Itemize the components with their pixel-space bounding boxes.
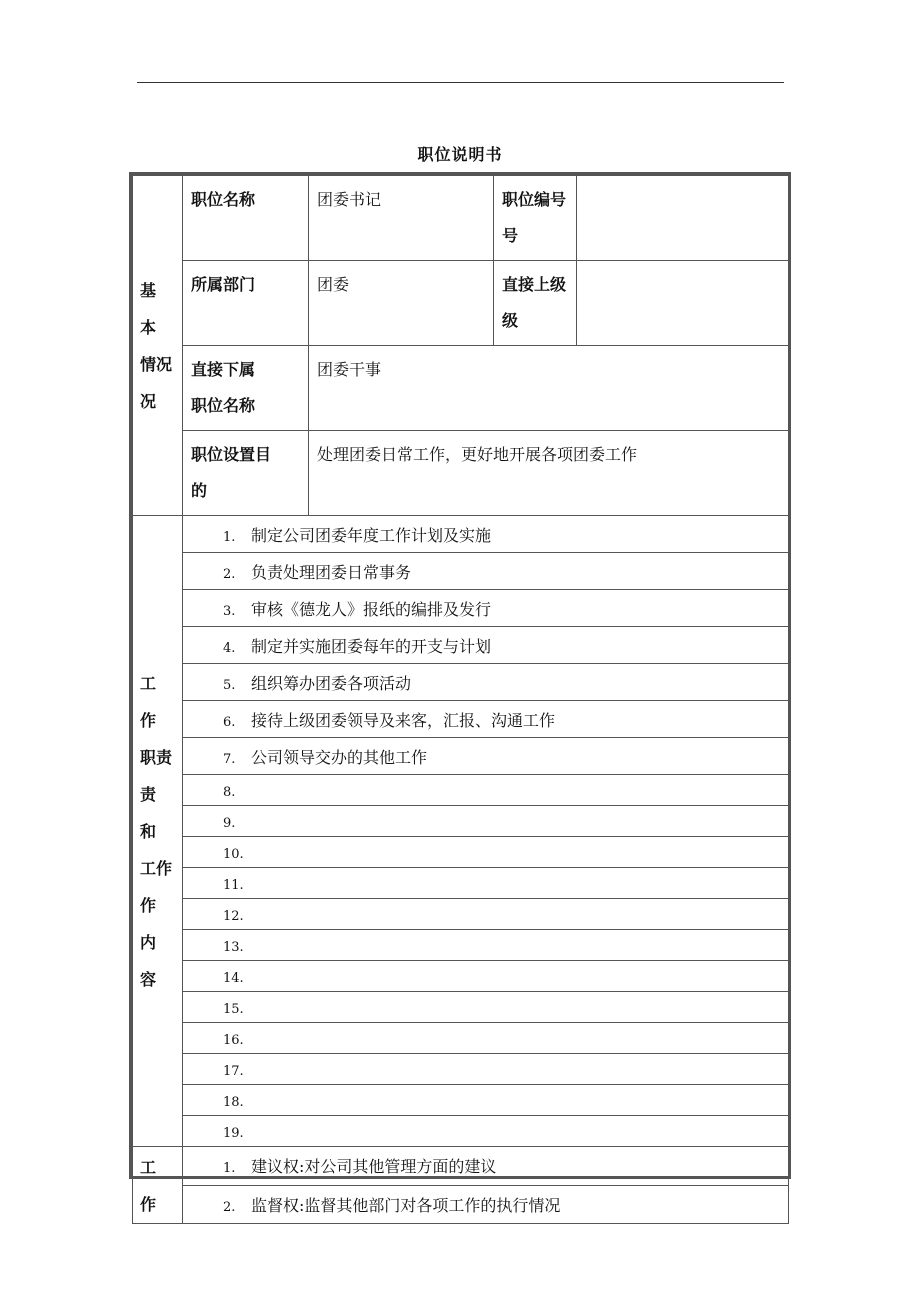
duty-row [133, 775, 789, 806]
duty-row [133, 1085, 789, 1116]
position-code-value [577, 176, 789, 261]
duty-row [133, 627, 789, 664]
duty-item: 1. 制定公司团委年度工作计划及实施 [183, 516, 789, 553]
section-authority-label: 工 作 [133, 1147, 183, 1224]
duty-item: 15. [183, 992, 789, 1023]
position-code-label: 职位编号 号 [494, 176, 577, 261]
authority-item: 2. 监督权:监督其他部门对各项工作的执行情况 [183, 1185, 789, 1224]
duty-item: 19. [183, 1116, 789, 1147]
document-title: 职位说明书 [417, 145, 503, 164]
authority-row [133, 1185, 789, 1224]
authority-item: 1. 建议权:对公司其他管理方面的建议 [183, 1147, 789, 1186]
duty-row [133, 868, 789, 899]
subordinate-label: 直接下属 职位名称 [183, 346, 309, 431]
section-basic-label: 基 本 情况 况 [133, 176, 183, 516]
duty-row [133, 837, 789, 868]
duty-item: 7. 公司领导交办的其他工作 [183, 738, 789, 775]
authority-row [133, 1147, 789, 1186]
supervisor-value [577, 261, 789, 346]
header-rule [137, 82, 784, 83]
duty-row [133, 553, 789, 590]
duty-row [133, 1054, 789, 1085]
duty-row [133, 992, 789, 1023]
duty-item: 18. [183, 1085, 789, 1116]
duty-item: 16. [183, 1023, 789, 1054]
subordinate-value: 团委干事 [309, 346, 789, 431]
duty-item: 3. 审核《德龙人》报纸的编排及发行 [183, 590, 789, 627]
duty-item: 10. [183, 837, 789, 868]
supervisor-label: 直接上级 级 [494, 261, 577, 346]
duty-row [133, 701, 789, 738]
row-department [133, 261, 789, 346]
duty-item: 14. [183, 961, 789, 992]
row-purpose [133, 431, 789, 516]
department-value: 团委 [309, 261, 494, 346]
duty-item: 12. [183, 899, 789, 930]
section-duties-label: 工 作 职责 责 和 工作 作 内 容 [133, 516, 183, 1147]
duty-item: 9. [183, 806, 789, 837]
duty-row [133, 1116, 789, 1147]
duty-row [133, 806, 789, 837]
duty-item: 11. [183, 868, 789, 899]
duty-row [133, 930, 789, 961]
duty-row [133, 664, 789, 701]
duty-item: 13. [183, 930, 789, 961]
row-subordinate [133, 346, 789, 431]
duty-item: 8. [183, 775, 789, 806]
duty-item: 2. 负责处理团委日常事务 [183, 553, 789, 590]
duty-row [133, 590, 789, 627]
purpose-label: 职位设置目 的 [183, 431, 309, 516]
duty-item: 17. [183, 1054, 789, 1085]
duty-row [133, 961, 789, 992]
duty-row [133, 1023, 789, 1054]
duty-item: 6. 接待上级团委领导及来客，汇报、沟通工作 [183, 701, 789, 738]
position-name-label: 职位名称 [183, 176, 309, 261]
duty-row [133, 516, 789, 553]
duty-row [133, 738, 789, 775]
duty-row [133, 899, 789, 930]
job-description-table [129, 172, 791, 1215]
duty-item: 5. 组织筹办团委各项活动 [183, 664, 789, 701]
row-position-name [133, 176, 789, 261]
department-label: 所属部门 [183, 261, 309, 346]
duty-item: 4. 制定并实施团委每年的开支与计划 [183, 627, 789, 664]
position-name-value: 团委书记 [309, 176, 494, 261]
purpose-value: 处理团委日常工作，更好地开展各项团委工作 [309, 431, 789, 516]
